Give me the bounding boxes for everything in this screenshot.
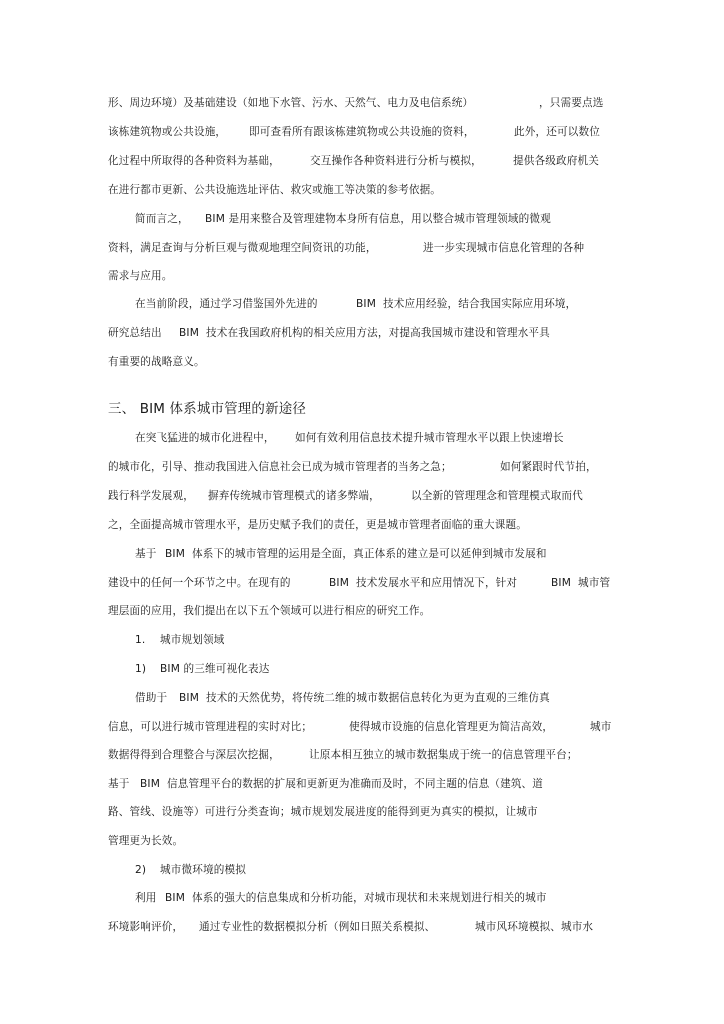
text-line: 资料，满足查询与分析巨观与微观地理空间资讯的功能， 进一步实现城市信息化管理的各种 xyxy=(108,242,585,254)
text-line: 路、管线、设施等）可进行分类查询；城市规划发展进度的能得到更为真实的模拟，让城市 xyxy=(108,806,538,818)
text-line: 管理更为长效。 xyxy=(108,835,184,847)
text-line: 研究总结出 BIM 技术在我国政府机构的相关应用方法，对提高我国城市建设和管理水平具 xyxy=(108,327,550,339)
text-line: 在当前阶段，通过学习借鉴国外先进的 BIM 技术应用经验，结合我国实际应用环境， xyxy=(135,298,577,310)
text-line: 利用 BIM 体系的强大的信息集成和分析功能，对城市现状和未来规划进行相关的城市 xyxy=(135,892,547,904)
text-line: 在突飞猛进的城市化进程中， 如何有效利用信息技术提升城市管理水平以跟上快速增长 xyxy=(135,432,564,444)
text-line: 的城市化，引导、推动我国进入信息社会已成为城市管理者的当务之急； 如何紧跟时代节拍， xyxy=(108,461,597,473)
text-line: 形、周边环境）及基础建设（如地下水管、污水、天然气、电力及电信系统） ，只需要点选 xyxy=(108,97,604,109)
text-line: 数据得得到合理整合与深层次挖掘， 让原本相互独立的城市数据集成于统一的信息管理平台； xyxy=(108,749,578,761)
text-line: 借助于 BIM 技术的天然优势，将传统二维的城市数据信息转化为更为直观的三维仿真 xyxy=(135,692,550,704)
section-heading: 三、 BIM 体系城市管理的新途径 xyxy=(108,401,307,417)
list-item: 2) 城市微环境的模拟 xyxy=(135,864,246,876)
text-line: 信息，可以进行城市管理进程的实时对比； 使得城市设施的信息化管理更为简洁高效， 城市 xyxy=(108,721,612,733)
text-line: 简而言之， BIM 是用来整合及管理建物本身所有信息，用以整合城市管理领域的微观 xyxy=(135,213,551,225)
text-line: 在进行都市更新、公共设施选址评估、救灾或施工等决策的参考依据。 xyxy=(108,184,442,196)
list-item: 1) BIM 的三维可视化表达 xyxy=(135,663,270,675)
text-line: 建设中的任何一个环节之中。在现有的 BIM 技术发展水平和应用情况下，针对 BIM 城市管 xyxy=(108,577,611,589)
text-line: 基于 BIM 信息管理平台的数据的扩展和更新更为准确而及时，不同主题的信息（建筑、道 xyxy=(108,778,544,790)
text-line: 该栋建筑物或公共设施， 即可查看所有跟该栋建筑物或公共设施的资料， 此外，还可以数位 xyxy=(108,126,600,138)
text-line: 有重要的战略意义。 xyxy=(108,356,205,368)
text-line: 之，全面提高城市管理水平，是历史赋予我们的责任，更是城市管理者面临的重大课题。 xyxy=(108,519,528,531)
list-item: 1. 城市规划领域 xyxy=(135,634,225,646)
text-line: 需求与应用。 xyxy=(108,270,173,282)
text-line: 化过程中所取得的各种资料为基础， 交互操作各种资料进行分析与模拟， 提供各级政府机关 xyxy=(108,155,599,167)
text-line: 基于 BIM 体系下的城市管理的运用是全面，真正体系的建立是可以延伸到城市发展和 xyxy=(135,548,547,560)
text-line: 理层面的应用，我们提出在以下五个领域可以进行相应的研究工作。 xyxy=(108,605,431,617)
text-line: 践行科学发展观， 摒弃传统城市管理模式的诸多弊端， 以全新的管理理念和管理模式取而代 xyxy=(108,490,583,502)
text-line: 环境影响评价， 通过专业性的数据模拟分析（例如日照关系模拟、 城市风环境模拟、城市水 xyxy=(108,921,594,933)
